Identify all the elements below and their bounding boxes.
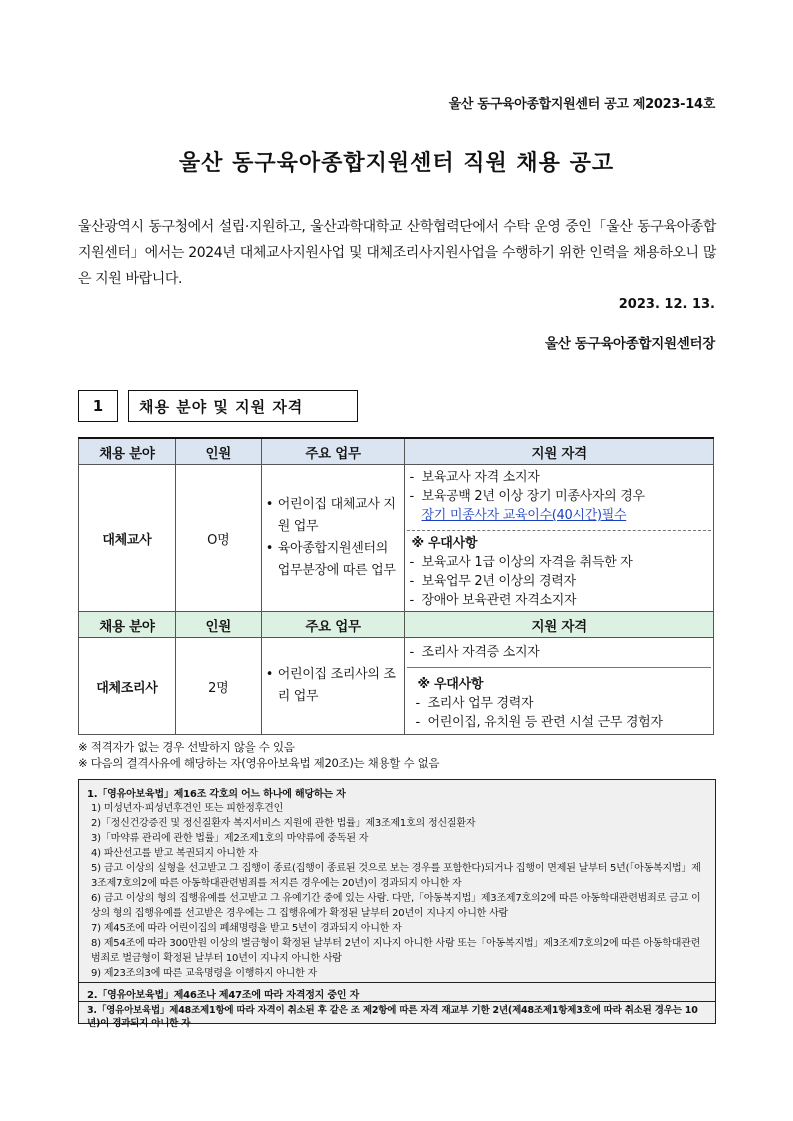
count-cook: 2명: [175, 638, 261, 735]
count-teacher: O명: [175, 465, 261, 612]
field-teacher: 대체교사: [79, 465, 176, 612]
disq-item: 1) 미성년자·피성년후견인 또는 피한정후견인: [91, 803, 284, 814]
note-item: ※ 적격자가 없는 경우 선발하지 않을 수 있음: [78, 740, 295, 754]
divider: [407, 530, 711, 531]
preference-item: 보육업무 2년 이상의 경력자: [421, 574, 576, 589]
intro-paragraph: 울산광역시 동구청에서 설립·지원하고, 울산과학대학교 산학협력단에서 수탁 운영 중인「울산 동구육아종합지원센터」에서는 2024년 대체교사지원사업 및 대체조리사지원사업을 수행하기 위한 인력을 채용하오니 많은 지원 바랍니다.: [78, 219, 716, 287]
disq-item: 2)「정신건강증진 및 정신질환자 복지서비스 지원에 관한 법률」제3조제1호의 정신질환자: [91, 818, 476, 829]
disq-item: 6) 금고 이상의 형의 집행유예를 선고받고 그 유예기간 중에 있는 사람. 다만,「아동복지법」제3조제7호의2에 따른 아동학대관련범죄로 금고 이상의 형의 집행유예를 선고받은 경우에는 그 집행유예가 확정된 날부터 20년이 지나지 아니한 사람: [91, 893, 701, 919]
disq-item: 3)「마약류 관리에 관한 법률」제2조제1호의 마약류에 중독된 자: [91, 833, 369, 844]
header-duty: 주요 업무: [261, 612, 405, 638]
header-count: 인원: [175, 438, 261, 465]
qualification-item: 보육교사 자격 소지자: [421, 470, 540, 485]
duty-item: 어린이집 대체교사 지원 업무: [277, 497, 396, 534]
disq-heading-3: 3.「영유아보육법」제48조제1항에 따라 자격이 취소된 후 같은 조 제2항에 따른 자격 재교부 기한 2년(제48조제1항제3호에 따라 취소된 경우는 10년)이 경과되지 아니한 자: [87, 1005, 698, 1029]
header-qualification: 지원 자격: [405, 612, 714, 638]
duty-teacher: • 어린이집 대체교사 지원 업무 • 육아종합지원센터의 업무분장에 따른 업무: [261, 465, 405, 612]
header-qualification: 지원 자격: [405, 438, 714, 465]
notes: [78, 739, 439, 771]
table-row: [79, 465, 714, 612]
section-number: 1: [78, 390, 118, 422]
disq-item: 4) 파산선고를 받고 복권되지 아니한 자: [91, 848, 258, 859]
header-field: 채용 분야: [79, 438, 176, 465]
duty-item: 어린이집 조리사의 조리 업무: [277, 667, 396, 704]
signer: 울산 동구육아종합지원센터장: [544, 336, 715, 352]
header-duty: 주요 업무: [261, 438, 405, 465]
page-title: 울산 동구육아종합지원센터 직원 채용 공고: [178, 151, 615, 176]
disq-item: 7) 제45조에 따라 어린이집의 폐쇄명령을 받고 5년이 경과되지 아니한 자: [91, 923, 402, 934]
table-row: [79, 638, 714, 735]
disq-item: 8) 제54조에 따라 300만원 이상의 벌금형이 확정된 날부터 2년이 지나지 아니한 사람 또는「아동복지법」제3조제7호의2에 따른 아동학대관련범죄로 벌금형이 확정된 날부터 10년이 지나지 아니한 사람: [91, 938, 701, 964]
preference-item: 보육교사 1급 이상의 자격을 취득한 자: [421, 555, 633, 570]
notice-date: 2023. 12. 13.: [618, 297, 715, 312]
preference-item: 어린이집, 유치원 등 관련 시설 근무 경험자: [427, 715, 663, 730]
field-cook: 대체조리사: [79, 638, 176, 735]
qualification-cook: - 조리사 자격증 소지자 ※ 우대사항 - 조리사 업무 경력자 - 어린이집, 유치원 등 관련 시설 근무 경험자: [405, 638, 714, 735]
preference-item: 조리사 업무 경력자: [427, 696, 534, 711]
disqualification-box: [78, 779, 716, 1029]
table-header-row: [79, 438, 714, 465]
section-title: 채용 분야 및 지원 자격: [128, 390, 358, 422]
recruitment-table: [78, 437, 714, 735]
divider: [79, 1001, 715, 1002]
qualification-item: 조리사 자격증 소지자: [421, 645, 540, 660]
divider: [79, 982, 715, 983]
qualification-teacher: - 보육교사 자격 소지자 - 보육공백 2년 이상 장기 미종사자의 경우 장기 미종사자 교육이수(40시간)필수 ※ 우대사항 - 보육교사 1급 이상의 자격을 취득한 자 - 보육업무 2년 이상의 경력자 - 장애아 보육관련 자격소지자: [405, 465, 714, 612]
preference-title: ※ 우대사항: [411, 536, 478, 551]
disq-heading-2: 2.「영유아보육법」제46조나 제47조에 따라 자격정지 중인 자: [87, 990, 360, 1001]
disq-item: 5) 금고 이상의 실형을 선고받고 그 집행이 종료(집행이 종료된 것으로 보는 경우를 포함한다)되거나 집행이 면제된 날부터 5년(「아동복지법」제3조제7호의2에 따른 아동학대관련범죄를 저지른 경우에는 20년)이 경과되지 아니한 자: [91, 863, 701, 889]
divider: [407, 667, 711, 668]
header-field: 채용 분야: [79, 612, 176, 638]
preference-title: ※ 우대사항: [417, 677, 484, 692]
notice-number: 울산 동구육아종합지원센터 공고 제2023-14호: [448, 97, 715, 112]
header-count: 인원: [175, 612, 261, 638]
preference-item: 장애아 보육관련 자격소지자: [421, 593, 577, 608]
training-requirement-link[interactable]: 장기 미종사자 교육이수(40시간)필수: [421, 508, 627, 523]
disq-heading-1: 1.「영유아보육법」제16조 각호의 어느 하나에 해당하는 자: [87, 789, 346, 800]
qualification-item: 보육공백 2년 이상 장기 미종사자의 경우: [421, 489, 645, 504]
table-header-row: [79, 612, 714, 638]
duty-cook: • 어린이집 조리사의 조리 업무: [261, 638, 405, 735]
note-item: ※ 다음의 결격사유에 해당하는 자(영유아보육법 제20조)는 채용할 수 없음: [78, 756, 440, 770]
disq-item: 9) 제23조의3에 따른 교육명령을 이행하지 아니한 자: [91, 968, 317, 979]
duty-item: 육아종합지원센터의 업무분장에 따른 업무: [277, 541, 396, 578]
